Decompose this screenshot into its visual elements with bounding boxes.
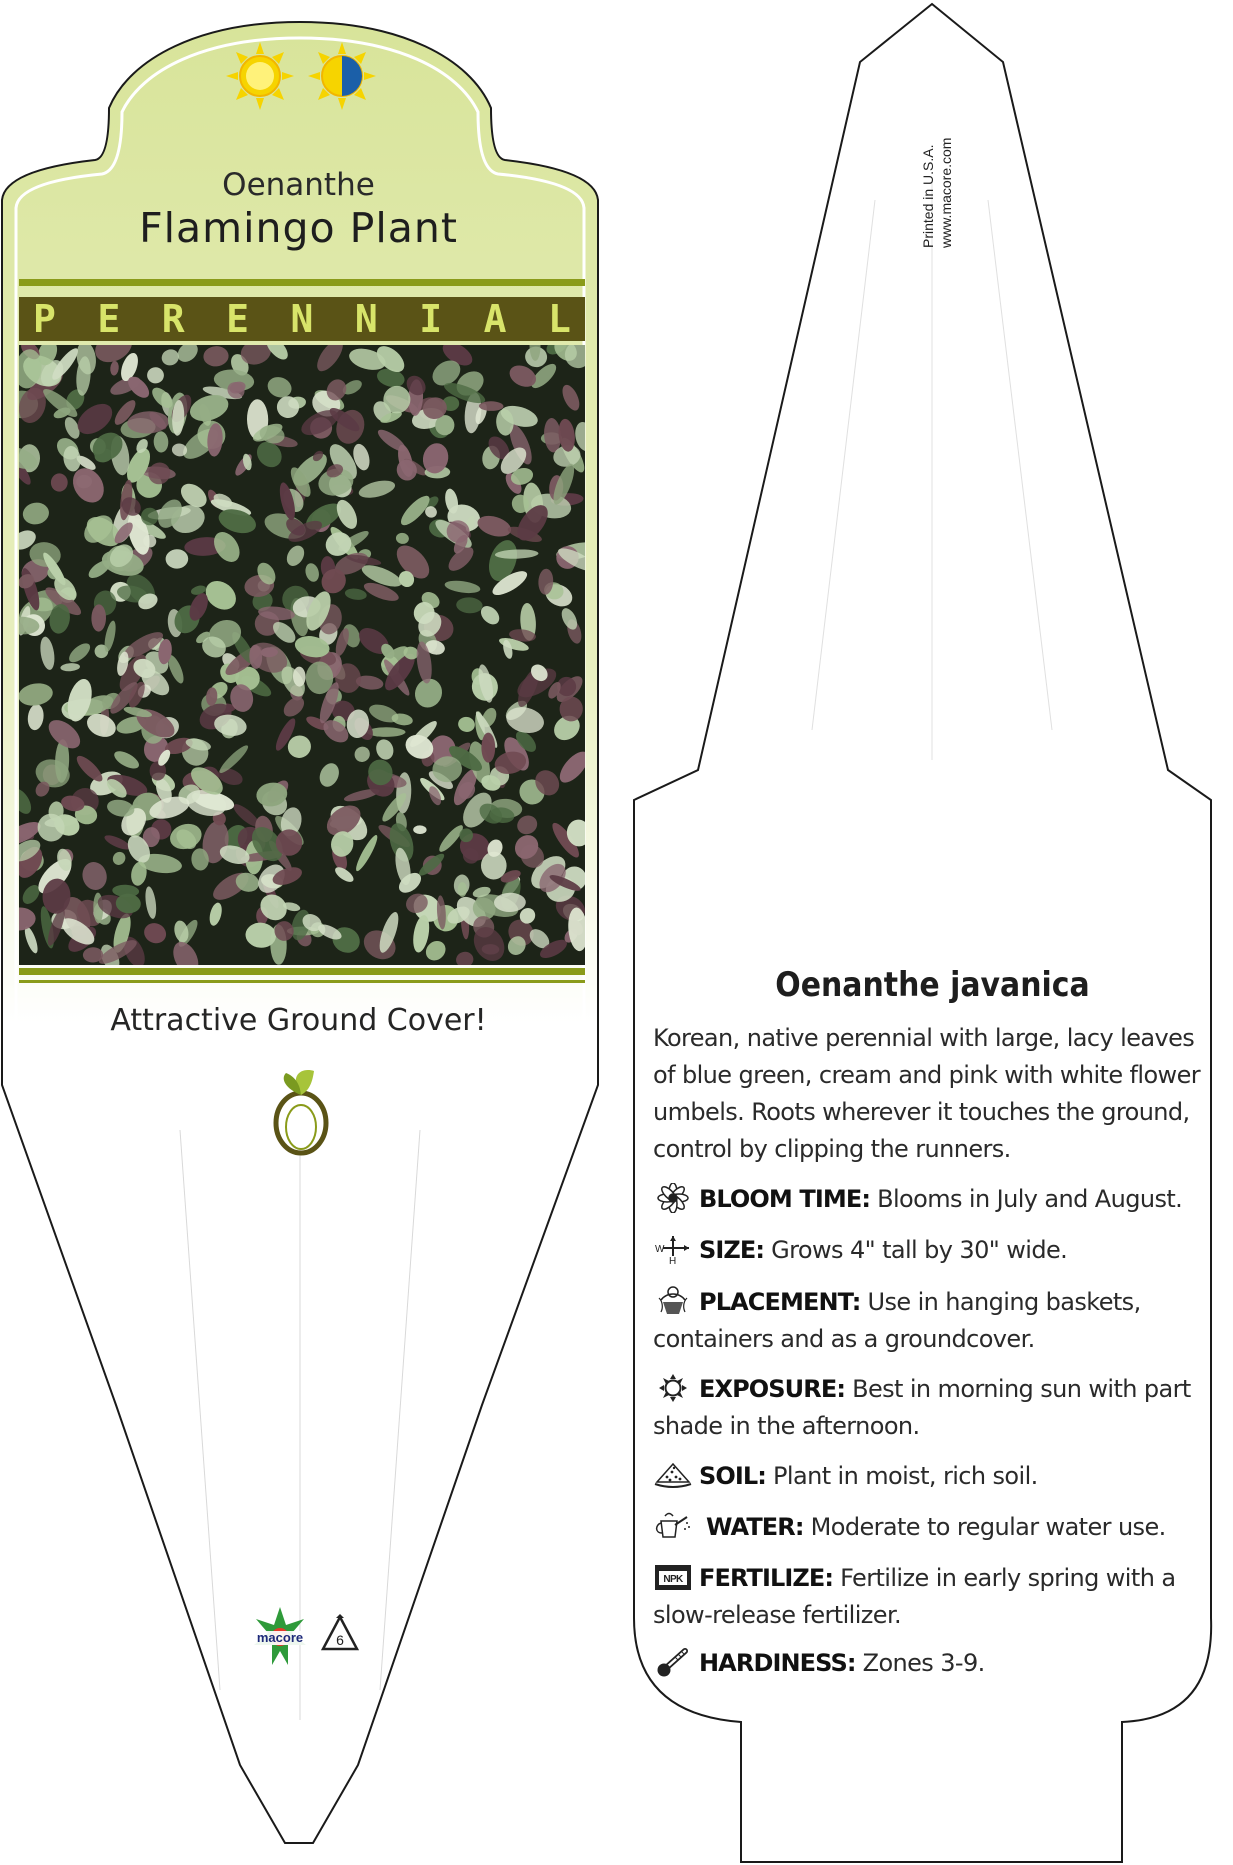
- attr-bloom-time: [653, 1181, 1209, 1218]
- attr-label: EXPOSURE:: [699, 1375, 846, 1403]
- attr-text: Plant in moist, rich soil.: [773, 1462, 1038, 1490]
- attr-label: SIZE:: [699, 1236, 765, 1264]
- attr-label: PLACEMENT:: [699, 1288, 861, 1316]
- printed-location: Printed in U.S.A.: [920, 144, 936, 248]
- attr-text: Best in morning sun with part shade in the afternoon.: [653, 1375, 1191, 1440]
- category-letter: E: [226, 297, 250, 341]
- flower-icon: [653, 1183, 693, 1213]
- npk-icon: [653, 1562, 693, 1592]
- attr-text: Grows 4" tall by 30" wide.: [771, 1236, 1068, 1264]
- attr-water: [653, 1509, 1209, 1546]
- printed-url: www.macore.com: [938, 137, 954, 248]
- watering-can-icon: [653, 1511, 693, 1541]
- category-letter: L: [548, 297, 571, 341]
- thermometer-icon: [653, 1647, 693, 1677]
- category-letter: N: [354, 297, 378, 341]
- attr-text: Fertilize in early spring with a slow-release fertilizer.: [653, 1564, 1176, 1629]
- sun-outline-icon: [653, 1373, 693, 1403]
- soil-icon: [653, 1460, 693, 1490]
- attr-text: Use in hanging baskets, containers and as a groundcover.: [653, 1288, 1141, 1353]
- size-h-letter: H: [669, 1256, 676, 1264]
- category-letter: I: [419, 297, 443, 341]
- attr-text: Zones 3-9.: [862, 1649, 985, 1677]
- recycle-code: 6: [336, 1632, 344, 1648]
- plant-genus: Oenanthe: [222, 167, 375, 203]
- brand-logo-text: macore: [256, 1630, 304, 1645]
- attr-fertilize: [653, 1560, 1209, 1634]
- category-letter: E: [97, 297, 121, 341]
- tagline: Attractive Ground Cover!: [110, 1003, 487, 1038]
- attr-exposure: [653, 1371, 1209, 1445]
- category-letter: R: [161, 297, 185, 341]
- attr-hardiness: [653, 1645, 1209, 1682]
- size-arrows-icon: [653, 1234, 693, 1264]
- attr-label: FERTILIZE:: [699, 1564, 834, 1592]
- attr-label: BLOOM TIME:: [699, 1185, 871, 1213]
- category-letter: N: [290, 297, 314, 341]
- size-w-letter: W: [655, 1244, 664, 1255]
- plant-common-name: Flamingo Plant: [139, 204, 458, 252]
- printed-note: [915, 98, 955, 248]
- attr-placement: [653, 1284, 1209, 1358]
- attr-size: [653, 1232, 1209, 1269]
- category-letter: A: [483, 297, 507, 341]
- category-letter: P: [33, 297, 56, 341]
- attr-label: WATER:: [706, 1513, 804, 1541]
- attr-label: HARDINESS:: [699, 1649, 856, 1677]
- attr-text: Moderate to regular water use.: [810, 1513, 1166, 1541]
- attr-label: SOIL:: [699, 1462, 767, 1490]
- attr-text: Blooms in July and August.: [877, 1185, 1183, 1213]
- botanical-name: Oenanthe javanica: [775, 965, 1090, 1005]
- attr-soil: [653, 1458, 1209, 1495]
- plant-description: Korean, native perennial with large, lacy leaves of blue green, cream and pink with white flower umbels. Roots wherever it touches the ground, control by clipping the runners.: [653, 1024, 1201, 1163]
- npk-text: NPK: [663, 1574, 683, 1585]
- planter-icon: [653, 1286, 693, 1316]
